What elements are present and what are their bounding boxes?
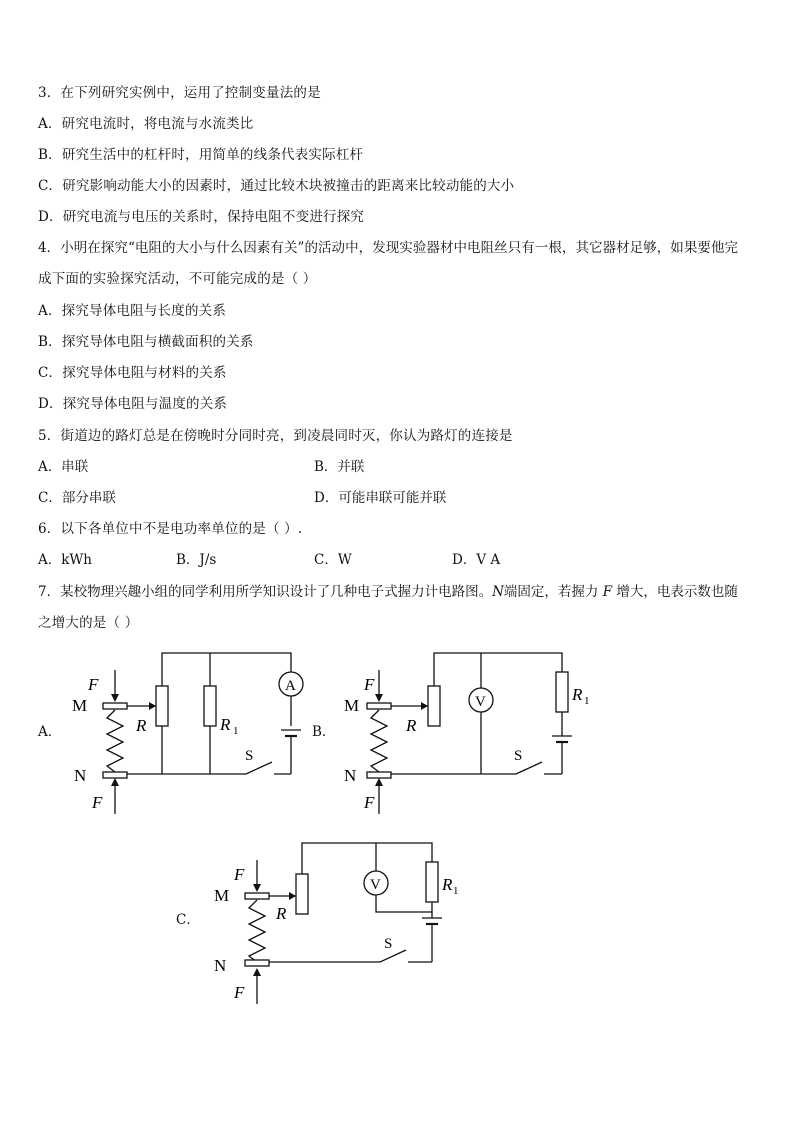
circuit-c-force-top: F — [234, 865, 245, 884]
q5-option-c: C．部分串联 — [38, 490, 116, 506]
q6-option-a: A．kWh — [38, 552, 92, 568]
q7-stem-mid: 端固定，若握力 — [503, 584, 603, 600]
q6-option-d: D．V A — [452, 552, 501, 568]
q5-option-a: A．串联 — [38, 459, 89, 475]
circuit-c-label-r: R — [276, 904, 287, 923]
q6-option-b: B．J/s — [176, 552, 217, 568]
circuit-a-label-s: S — [245, 748, 254, 764]
q3-option-a: A．研究电流时，将电流与水流类比 — [38, 116, 254, 132]
ammeter-icon: A — [285, 678, 296, 694]
circuit-a-label-r1-sub: 1 — [233, 725, 239, 737]
q5-stem: 5．街道边的路灯总是在傍晚时分同时亮，到凌晨同时灭，你认为路灯的连接是 — [38, 428, 513, 444]
circuit-b-label-r1-sub: 1 — [584, 695, 590, 707]
circuit-a-label-r1: R — [220, 715, 231, 734]
q7-option-b-label: B． — [312, 724, 336, 740]
circuit-diagram-c — [212, 838, 462, 1008]
circuit-diagram-a — [72, 648, 310, 818]
circuit-a-label-m: M — [72, 696, 88, 715]
q4-stem-line1: 4．小明在探究“电阻的大小与什么因素有关”的活动中，发现实验器材中电阻丝只有一根，其它器材足够，如果要他完 — [38, 240, 739, 256]
q3-option-c: C．研究影响动能大小的因素时，通过比较木块被撞击的距离来比较动能的大小 — [38, 178, 515, 194]
circuit-c-force-bottom: F — [234, 983, 245, 1002]
q4-option-d: D．探究导体电阻与温度的关系 — [38, 396, 228, 412]
q4-option-a: A．探究导体电阻与长度的关系 — [38, 303, 227, 319]
circuit-c-label-m: M — [214, 886, 230, 905]
voltmeter-icon: V — [475, 694, 486, 710]
q7-option-c-label: C． — [176, 912, 200, 928]
circuit-a-label-r: R — [136, 716, 147, 735]
q6-option-c: C．W — [314, 552, 352, 568]
q7-option-a-label: A． — [38, 724, 62, 740]
circuit-b-label-m: M — [344, 696, 360, 715]
q7-stem-n: N — [492, 584, 504, 600]
q6-stem: 6．以下各单位中不是电功率单位的是（ ）. — [38, 521, 303, 537]
voltmeter-icon: V — [370, 877, 381, 893]
q7-stem-f: F — [602, 584, 613, 600]
q7-stem-line2: 之增大的是（ ） — [38, 615, 139, 631]
circuit-b-label-n: N — [344, 766, 357, 785]
circuit-c-label-r1: R — [442, 875, 453, 894]
q5-option-d: D．可能串联可能并联 — [314, 490, 447, 506]
circuit-b-label-r1: R — [572, 685, 583, 704]
circuit-c-label-n: N — [214, 956, 227, 975]
circuit-a-force-bottom: F — [92, 793, 103, 812]
q7-stem-pre: 7．某校物理兴趣小组的同学利用所学知识设计了几种电子式握力计电路图。 — [38, 584, 493, 600]
circuit-diagram-b — [344, 648, 590, 818]
circuit-b-force-bottom: F — [364, 793, 375, 812]
q4-option-b: B．探究导体电阻与横截面积的关系 — [38, 334, 254, 350]
q3-option-d: D．研究电流与电压的关系时，保持电阻不变进行探究 — [38, 209, 365, 225]
circuit-b-label-r: R — [406, 716, 417, 735]
q4-stem-line2: 成下面的实验探究活动，不可能完成的是（ ） — [38, 271, 317, 287]
q3-stem: 3．在下列研究实例中，运用了控制变量法的是 — [38, 85, 321, 101]
q4-option-c: C．探究导体电阻与材料的关系 — [38, 365, 227, 381]
circuit-a-label-n: N — [74, 766, 87, 785]
q7-stem-line1 — [38, 583, 738, 601]
circuit-c-label-s: S — [384, 936, 393, 952]
circuit-a-force-top: F — [88, 675, 99, 694]
circuit-b-force-top: F — [364, 675, 375, 694]
q5-option-b: B．并联 — [314, 459, 365, 475]
circuit-b-label-s: S — [514, 748, 523, 764]
q7-stem-post: 增大，电表示数也随 — [612, 584, 738, 600]
q3-option-b: B．研究生活中的杠杆时，用简单的线条代表实际杠杆 — [38, 147, 364, 163]
circuit-c-label-r1-sub: 1 — [453, 885, 459, 897]
